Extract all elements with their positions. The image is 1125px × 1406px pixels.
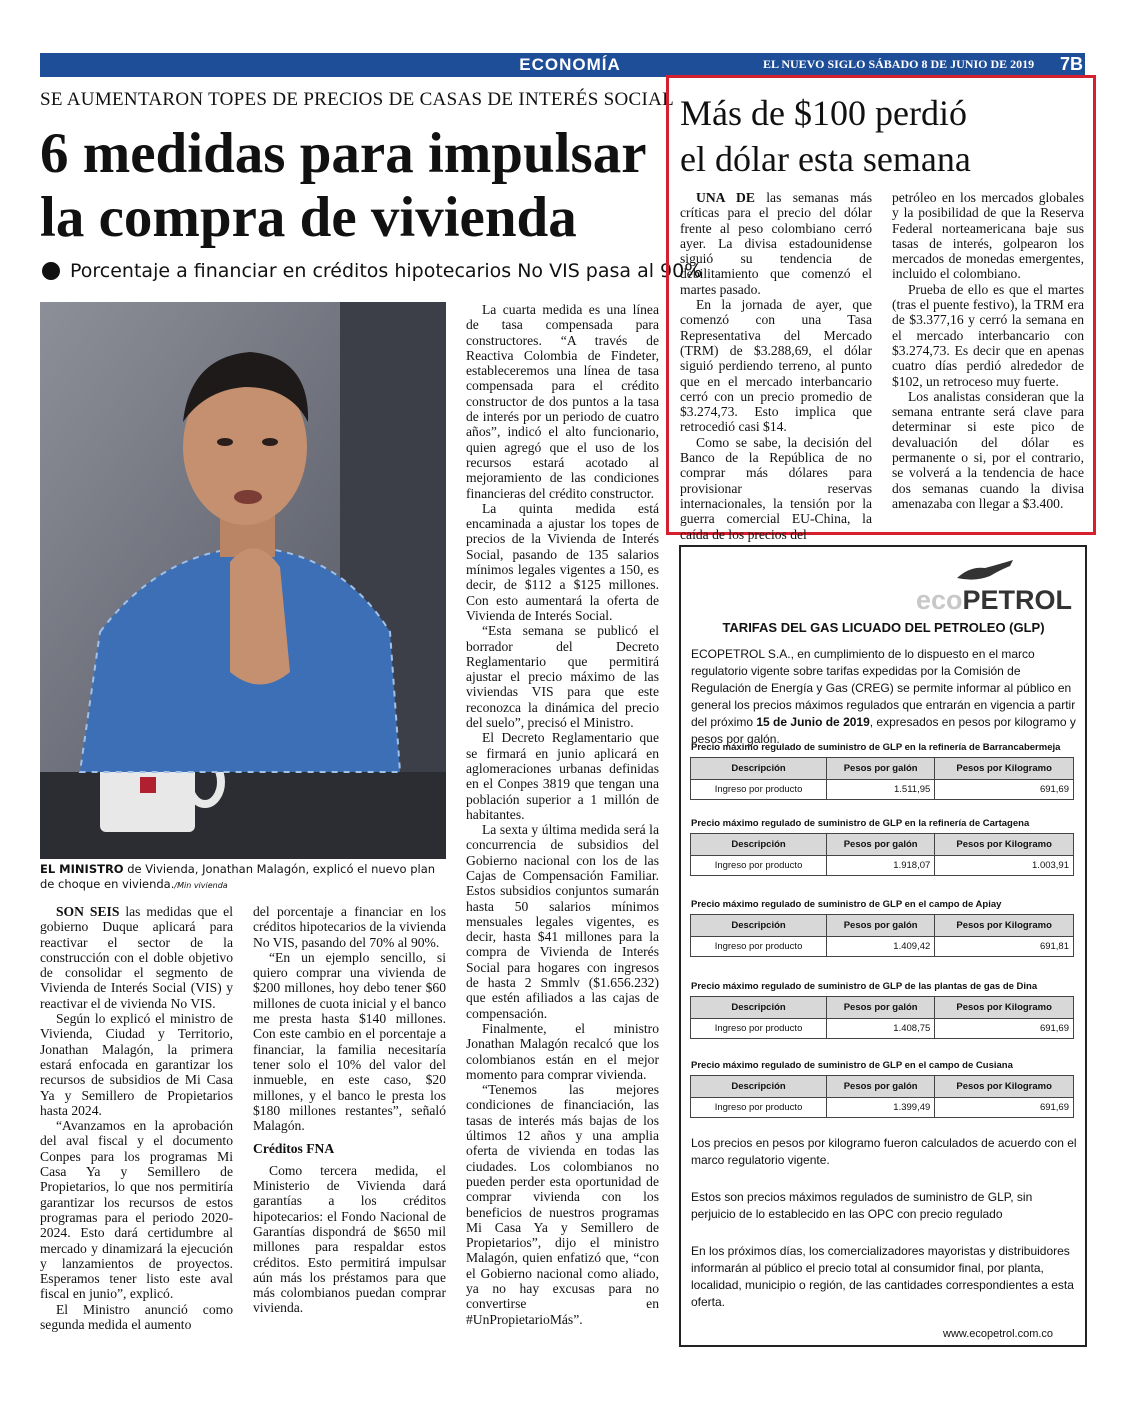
- table-cell: 1.918,07: [827, 856, 935, 876]
- table-cell: Ingreso por producto: [691, 780, 827, 800]
- ad-intro-text: ECOPETROL S.A., en cumplimiento de lo dispuesto en el marco regulatorio vigente sobre tarifas expedidas por la Comisión de Regulación de Energía y Gas (CREG) se permite informar al público en general los precios máximos regulados que entrarán en vigencia a partir del próximo: [691, 647, 1076, 729]
- paragraph-text: “En un ejemplo sencillo, si quiero comprar una vivienda de $200 millones, hoy debo tener $60 millones de cuota inicial y el banco me presta hasta $140 millones. Con este cambio en el porcentaje a financiar, la familia necesitaría tener solo el 10% del valor del inmueble, en este caso, $20 millones, y el banco le presta los $180 millones restantes”, señaló Malagón.: [253, 949, 446, 1134]
- table-cell: 1.399,49: [827, 1098, 935, 1118]
- paragraph: [253, 950, 446, 1134]
- caption-lead: EL MINISTRO: [40, 862, 124, 876]
- table-cell: 1.408,75: [827, 1019, 935, 1039]
- photo-illustration: [40, 302, 446, 859]
- column-header: Pesos por galón: [827, 834, 935, 856]
- ad-title: TARIFAS DEL GAS LICUADO DEL PETROLEO (GLP): [722, 620, 1045, 635]
- paragraph: [892, 190, 1084, 282]
- column-header: Pesos por Kilogramo: [935, 915, 1074, 937]
- ad-note-3: En los próximos días, los comercializadores mayoristas y distribuidores informarán al público el precio total al consumidor final, por planta, localidad, municipio o región, de las cantidades correspondientes a esta oferta.: [691, 1244, 1074, 1309]
- paragraph: [466, 623, 659, 730]
- paragraph: [466, 302, 659, 501]
- paragraph-text: “Tenemos las mejores condiciones de financiación, las tasas de interés más bajas de los últimos 12 años y una amplia oferta de vivienda en todas las ciudades. Los colombianos no pueden perder esta oportunidad de comprar vivienda con los beneficios de nuestros programas Mi Casa Ya y Semillero de Propietarios”, dijo el ministro Malagón, quien enfatizó que, “con el Gobierno nacional como aliado, ya no hay excusas para no convertirse en #UnPropietarioMás”.: [466, 1082, 659, 1327]
- headline-line-2: la compra de vivienda: [40, 186, 577, 249]
- glp-table-title: Precio máximo regulado de suministro de GLP en la refinería de Barrancabermeja: [691, 742, 1061, 753]
- paragraph-text: Según lo explicó el ministro de Vivienda, Ciudad y Territorio, Jonathan Malagón, la primera estará enfocada en garantizar los recursos de subsidios de Mi Casa Ya y Semillero de Propietarios hasta 2024.: [40, 1011, 233, 1118]
- paragraph-text: Finalmente, el ministro Jonathan Malagón recalcó que los colombianos están en el mejor momento para comprar vivienda.: [466, 1020, 659, 1082]
- dollar-headline-line-2: el dólar esta semana: [680, 139, 971, 179]
- story-kicker: SE AUMENTARON TOPES DE PRECIOS DE CASAS DE INTERÉS SOCIAL: [40, 89, 675, 110]
- paragraph-text: las semanas más críticas para el precio del dólar frente al peso colombiano cerró ayer. La divisa estadounidense siguió su tendencia de debilitamiento que comenzó el martes pasado.: [680, 190, 873, 297]
- photo-credit: /Min vivienda: [174, 881, 228, 890]
- column-header: Descripción: [691, 834, 827, 856]
- ad-url-link[interactable]: www.ecopetrol.com.co: [943, 1328, 1054, 1340]
- table-header-row: [691, 915, 1074, 937]
- table-cell: 691,69: [935, 1019, 1074, 1039]
- newspaper-date-line: EL NUEVO SIGLO SÁBADO 8 DE JUNIO DE 2019: [763, 57, 1035, 71]
- dollar-headline-line-1: Más de $100 perdió: [680, 93, 967, 133]
- glp-price-table: [690, 1075, 1074, 1118]
- glp-price-table: [690, 914, 1074, 957]
- story-column-3: [466, 302, 659, 1327]
- column-header: Pesos por galón: [827, 997, 935, 1019]
- paragraph-text: En la jornada de ayer, que comenzó con una Tasa Representativa del Mercado (TRM) de $3.288,69, el dólar siguió perdiendo terreno, al punto que en el mercado interbancario cerró con un precio promedio de $3.274,73. Esto implica que retrocedió casi $14.: [680, 297, 872, 435]
- ad-intro-date: 15 de Junio de 2019: [756, 715, 870, 729]
- paragraph: [466, 730, 659, 822]
- paragraph-text: las medidas que el gobierno Duque aplicará para reactivar el sector de la construcción con el doble objetivo de consolidar el segmento de Vivienda de Interés Social (VIS) y reactivar el de vivienda No VIS.: [40, 904, 233, 1011]
- paragraph: [40, 904, 233, 1011]
- glp-price-table: [690, 833, 1074, 876]
- table-cell: Ingreso por producto: [691, 937, 827, 957]
- paragraph: [892, 389, 1084, 511]
- column-header: Pesos por galón: [827, 1076, 935, 1098]
- paragraph: [892, 282, 1084, 389]
- table-header-row: [691, 758, 1074, 780]
- ecopetrol-logo: [916, 585, 1072, 616]
- paragraph-text: El Decreto Reglamentario que se firmará en junio aplicará en aglomeraciones urbanas definidas en el Conpes 3819 que tengan una población superior a 1 millón de habitantes.: [466, 730, 659, 822]
- glp-price-table: [690, 757, 1074, 800]
- paragraph-text: del porcentaje a financiar en los créditos hipotecarios de la vivienda No VIS, pasando del 70% al 90%.: [253, 904, 446, 950]
- paragraph: [40, 1011, 233, 1118]
- paragraph: [40, 1302, 233, 1333]
- paragraph-text: Como se sabe, la decisión del Banco de la República de no comprar más dólares para provisionar reservas internacionales, la tensión por la guerra comercial EU-China, la caída de los precios del: [680, 434, 872, 542]
- glp-table-title: Precio máximo regulado de suministro de GLP en el campo de Apiay: [691, 899, 1002, 910]
- paragraph-text: Los analistas consideran que la semana entrante será clave para determinar si este pico de devaluación del dólar es permanente o si, por el contrario, se volverá a la tendencia de hace dos semanas cuando la divisa amenazaba con llegar a $3.400.: [892, 388, 1084, 511]
- dollar-story-headline: [680, 90, 1090, 182]
- dollar-column-2: [892, 190, 1084, 511]
- ad-intro: [691, 646, 1079, 748]
- ad-note-2: Estos son precios máximos regulados de suministro de GLP, sin perjuicio de lo establecido en las OPC con precio regulado: [691, 1190, 1033, 1221]
- glp-table-title: Precio máximo regulado de suministro de GLP de las plantas de gas de Dina: [691, 981, 1038, 992]
- column-header: Descripción: [691, 915, 827, 937]
- dollar-column-1: [680, 190, 872, 542]
- logo-eco: eco: [916, 585, 963, 615]
- table-cell: 1.511,95: [827, 780, 935, 800]
- story-column-1: [40, 904, 233, 1332]
- table-row: [691, 856, 1074, 876]
- table-row: [691, 1098, 1074, 1118]
- ad-intro-tail: , expresados en pesos por kilogramo y pesos por galón.: [691, 715, 1076, 746]
- page-number: 7B: [1060, 54, 1084, 74]
- table-cell: 1.003,91: [935, 856, 1074, 876]
- paragraph: [466, 822, 659, 1021]
- ad-note-1: Los precios en pesos por kilogramo fueron calculados de acuerdo con el marco regulatorio vigente.: [691, 1136, 1077, 1167]
- table-cell: 1.409,42: [827, 937, 935, 957]
- section-name: ECONOMÍA: [519, 55, 621, 74]
- paragraph: [680, 190, 872, 297]
- lead-in: UNA DE: [696, 190, 755, 205]
- column-header: Pesos por Kilogramo: [935, 997, 1074, 1019]
- story-column-2: [253, 904, 446, 1316]
- glp-table-title: Precio máximo regulado de suministro de GLP en el campo de Cusiana: [691, 1060, 1013, 1071]
- story-subhead: Porcentaje a financiar en créditos hipotecarios No VIS pasa al 90%: [70, 260, 703, 282]
- paragraph-text: El Ministro anunció como segunda medida el aumento: [40, 1301, 233, 1333]
- glp-table-title: Precio máximo regulado de suministro de GLP en la refinería de Cartagena: [691, 818, 1030, 829]
- glp-price-table: [690, 996, 1074, 1039]
- lead-in: SON SEIS: [56, 904, 120, 919]
- minister-photo: [40, 302, 446, 859]
- column-header: Descripción: [691, 758, 827, 780]
- table-row: [691, 780, 1074, 800]
- paragraph-text: La sexta y última medida será la concurrencia de subsidios del Gobierno nacional con los de las Cajas de Compensación Familiar. Estos subsidios conjuntos sumarán hasta 50 salarios mínimos mensuales legales vigentes, es decir, hasta $41 millones para la compra de Vivienda de Interés Social para hogares con ingresos de hasta 2 Smmlv ($1.656.232) que estén afiliados a las cajas de compensación.: [466, 822, 659, 1021]
- paragraph: [253, 904, 446, 950]
- table-cell: 691,69: [935, 780, 1074, 800]
- table-header-row: [691, 997, 1074, 1019]
- paragraph-text: Prueba de ello es que el martes (tras el puente festivo), la TRM era de $3.377,16 y cerró la semana en el mercado interbancario con $3.274,73. Es decir que en apenas cuatro días perdió alrededor de $102, un retroceso muy fuerte.: [892, 281, 1084, 389]
- caption-text: de Vivienda, Jonathan Malagón, explicó el nuevo plan de choque en vivienda.: [40, 862, 436, 891]
- paragraph: [466, 1082, 659, 1327]
- paragraph: [680, 435, 872, 542]
- column-header: Descripción: [691, 997, 827, 1019]
- paragraph: [40, 1118, 233, 1302]
- table-cell: 691,81: [935, 937, 1074, 957]
- logo-petrol: PETROL: [962, 585, 1073, 615]
- paragraph: [466, 1021, 659, 1082]
- column-subheading: Créditos FNA: [253, 1141, 335, 1157]
- table-header-row: [691, 1076, 1074, 1098]
- story-headline: [40, 122, 660, 250]
- paragraph: [253, 1163, 446, 1316]
- table-header-row: [691, 834, 1074, 856]
- column-header: Pesos por Kilogramo: [935, 758, 1074, 780]
- paragraph-text: petróleo en los mercados globales y la posibilidad de que la Reserva Federal norteamericana baje sus tasas de interés, golpearon los mercados de monedas emergentes, incluido el colombiano.: [892, 190, 1084, 282]
- paragraph-text: Como tercera medida, el Ministerio de Vivienda dará garantías a los créditos hipotecarios: el Fondo Nacional de Garantías dispondrá de $650 mil millones para respaldar estos créditos. Esto permitirá impulsar aún más los préstamos para que más colombianos puedan comprar vivienda.: [253, 1162, 446, 1316]
- paragraph-text: La cuarta medida es una línea de tasa compensada para constructores. “A través de Reactiva Colombia de Findeter, estableceremos una línea de tasa compensada para el crédito constructor de dos puntos a la tasa de interés por un periodo de cuatro años”, indicó el alto funcionario, quien agregó que el uso de los recursos estará acotado al mejoramiento de las condiciones financieras del crédito constructor.: [466, 302, 659, 501]
- paragraph-text: La quinta medida está encaminada a ajustar los topes de precios de la Vivienda de Interés Social, pasando de 135 salarios mínimos legales vigentes a 150, es decir, de $112 a $125 millones. Con esto aumentará la oferta de Vivienda de Interés Social.: [466, 500, 659, 623]
- paragraph-text: “Esta semana se publicó el borrador del Decreto Reglamentario que permitirá ajustar el precio máximo de las viviendas VIS para que este reconozca la dinámica del precio del suelo”, precisó el Ministro.: [466, 623, 659, 731]
- iguana-logo-icon: [955, 556, 1015, 586]
- column-header: Pesos por galón: [827, 758, 935, 780]
- paragraph: [466, 501, 659, 623]
- table-cell: Ingreso por producto: [691, 1019, 827, 1039]
- table-row: [691, 937, 1074, 957]
- headline-line-1: 6 medidas para impulsar: [40, 122, 647, 185]
- paragraph-text: “Avanzamos en la aprobación del aval fiscal y el documento Conpes para los programas Mi Casa Ya y Semillero de Propietarios, lo que nos permitiría garantizar los recursos de estos programas para el periodo 2020-2024. Esto dará certidumbre al mercado y dinamizará la ejecución y lanzamientos de proyectos. Esperamos tener listo este aval fiscal en junio”, explicó.: [40, 1118, 233, 1302]
- table-cell: 691,69: [935, 1098, 1074, 1118]
- table-cell: Ingreso por producto: [691, 856, 827, 876]
- photo-caption: [40, 862, 446, 893]
- column-header: Pesos por Kilogramo: [935, 834, 1074, 856]
- table-row: [691, 1019, 1074, 1039]
- subhead-bullet: [42, 262, 60, 280]
- column-header: Pesos por galón: [827, 915, 935, 937]
- table-cell: Ingreso por producto: [691, 1098, 827, 1118]
- column-header: Pesos por Kilogramo: [935, 1076, 1074, 1098]
- column-header: Descripción: [691, 1076, 827, 1098]
- paragraph: [680, 297, 872, 435]
